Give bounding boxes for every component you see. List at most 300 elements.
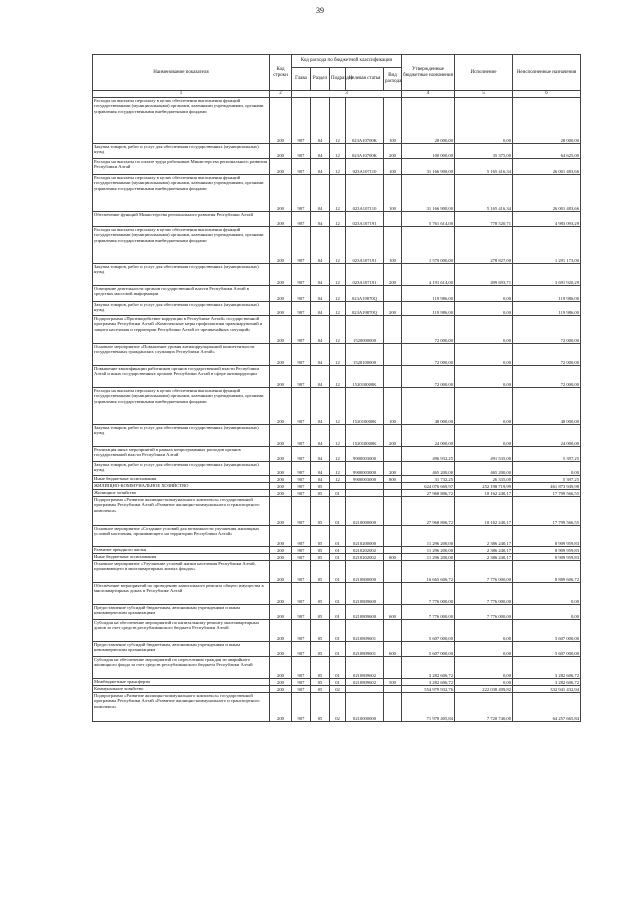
cell-line-code: 200 xyxy=(270,526,292,547)
cell-glava: 907 xyxy=(292,490,311,497)
header-razdel: Раздел xyxy=(311,68,330,91)
cell-podrazdel: 01 xyxy=(330,642,346,657)
cell-target: 0210809601 xyxy=(346,620,384,642)
header-expense-type: Вид расхода xyxy=(384,68,402,91)
cell-podrazdel: 01 xyxy=(330,620,346,642)
cell-razdel: 04 xyxy=(311,98,330,144)
cell-unexecuted: 5 607 000,00 xyxy=(513,642,581,657)
cell-razdel: 04 xyxy=(311,366,330,388)
cell-target: 0210200000 xyxy=(346,526,384,547)
cell-executed: 222 038 499,82 xyxy=(455,686,513,693)
cell-razdel: 05 xyxy=(311,679,330,686)
cell-executed: 10 162 240,17 xyxy=(455,497,513,526)
cell-approved: 24 000,00 xyxy=(402,425,455,447)
cell-podrazdel: 12 xyxy=(330,388,346,425)
cell-razdel: 04 xyxy=(311,175,330,212)
cell-executed: 0,00 xyxy=(455,679,513,686)
cell-line-code: 200 xyxy=(270,483,292,490)
cell-podrazdel: 12 xyxy=(330,144,346,159)
cell-approved: 119 986,00 xyxy=(402,302,455,316)
cell-razdel: 04 xyxy=(311,159,330,175)
cell-glava: 907 xyxy=(292,686,311,693)
cell-name: Предоставление субсидий бюджетным, автономным учреждениям и иным некоммерческим организациям xyxy=(93,605,270,620)
cell-executed: 0,00 xyxy=(455,344,513,366)
header-approved: Утвержденные бюджетные назначения xyxy=(402,55,455,91)
cell-glava: 907 xyxy=(292,144,311,159)
cell-approved: 31 732,25 xyxy=(402,476,455,483)
cell-podrazdel: 12 xyxy=(330,302,346,316)
cell-approved: 5 607 000,00 xyxy=(402,642,455,657)
table-row xyxy=(93,583,581,605)
cell-line-code: 200 xyxy=(270,159,292,175)
cell-approved: 3 282 606,72 xyxy=(402,679,455,686)
cell-line-code: 200 xyxy=(270,476,292,483)
cell-executed: 0,00 xyxy=(455,316,513,344)
cell-line-code: 200 xyxy=(270,98,292,144)
cell-razdel: 04 xyxy=(311,344,330,366)
cell-line-code: 200 xyxy=(270,175,292,212)
cell-target: 0210809601 xyxy=(346,642,384,657)
cell-expense-type xyxy=(384,657,402,679)
cell-podrazdel: 12 xyxy=(330,462,346,476)
cell-podrazdel: 01 xyxy=(330,561,346,583)
cell-razdel: 04 xyxy=(311,302,330,316)
cell-podrazdel: 12 xyxy=(330,476,346,483)
cell-expense-type: 600 xyxy=(384,605,402,620)
header-target: Целевая статья xyxy=(346,68,384,91)
cell-executed: 0,00 xyxy=(455,366,513,388)
cell-razdel: 04 xyxy=(311,264,330,286)
cell-unexecuted: 26 001 483,66 xyxy=(513,159,581,175)
cell-podrazdel: 02 xyxy=(330,686,346,693)
cell-glava: 907 xyxy=(292,561,311,583)
cell-line-code: 200 xyxy=(270,302,292,316)
cell-executed: 491 535,00 xyxy=(455,447,513,462)
cell-approved: 465 200,00 xyxy=(402,462,455,476)
table-row xyxy=(93,302,581,316)
cell-name: Межбюджетные трансферты xyxy=(93,679,270,686)
cell-unexecuted: 3 282 606,72 xyxy=(513,679,581,686)
cell-target: 0210809600 xyxy=(346,605,384,620)
table-row xyxy=(93,693,581,722)
cell-name: Обеспечение функций Министерства регионального развития Республики Алтай xyxy=(93,212,270,227)
cell-executed: 7 720 740,00 xyxy=(455,693,513,722)
cell-name: Субсидия на обеспечение мероприятий по капитальному ремонту многоквартирных домов за счет средств республиканского бюджета Республики Алтай xyxy=(93,620,270,642)
cell-approved: 72 000,00 xyxy=(402,316,455,344)
cell-glava: 907 xyxy=(292,175,311,212)
cell-unexecuted: 8 909 959,83 xyxy=(513,554,581,561)
cell-glava: 907 xyxy=(292,642,311,657)
header-unexecuted: Неисполненные назначения xyxy=(513,55,581,91)
cell-target: 0210809600 xyxy=(346,583,384,605)
column-number: 3 xyxy=(292,91,402,98)
cell-executed: 0,00 xyxy=(455,388,513,425)
cell-podrazdel: 12 xyxy=(330,316,346,344)
cell-target: 023A19870Q xyxy=(346,286,384,302)
cell-podrazdel: 12 xyxy=(330,227,346,264)
cell-approved: 28 000,00 xyxy=(402,98,455,144)
cell-line-code: 200 xyxy=(270,554,292,561)
cell-approved: 11 296 200,00 xyxy=(402,547,455,554)
cell-unexecuted: 72 000,00 xyxy=(513,316,581,344)
cell-razdel: 05 xyxy=(311,693,330,722)
table-row xyxy=(93,159,581,175)
cell-target xyxy=(346,483,384,490)
cell-approved: 72 000,00 xyxy=(402,344,455,366)
table-row xyxy=(93,526,581,547)
cell-razdel: 05 xyxy=(311,526,330,547)
cell-line-code: 200 xyxy=(270,583,292,605)
cell-approved: 7 776 000,00 xyxy=(402,605,455,620)
cell-unexecuted: 8 889 606,72 xyxy=(513,561,581,583)
cell-glava: 907 xyxy=(292,316,311,344)
cell-podrazdel: 01 xyxy=(330,554,346,561)
table-row xyxy=(93,286,581,302)
cell-target: 1520100000 xyxy=(346,344,384,366)
cell-unexecuted: 0,00 xyxy=(513,462,581,476)
cell-unexecuted: 3 282 606,72 xyxy=(513,657,581,679)
cell-unexecuted: 332 941 432,94 xyxy=(513,686,581,693)
cell-executed: 0,00 xyxy=(455,286,513,302)
table-row xyxy=(93,679,581,686)
cell-executed: 0,00 xyxy=(455,302,513,316)
cell-target: 023A107191 xyxy=(346,264,384,286)
cell-target: 0210202002 xyxy=(346,554,384,561)
cell-razdel: 04 xyxy=(311,227,330,264)
table-row xyxy=(93,686,581,693)
cell-podrazdel: 12 xyxy=(330,159,346,175)
cell-line-code: 200 xyxy=(270,264,292,286)
cell-approved: 11 296 200,00 xyxy=(402,554,455,561)
cell-name: Закупка товаров, работ и услуг для обеспечения государственных (муниципальных) нужд xyxy=(93,425,270,447)
cell-expense-type: 100 xyxy=(384,98,402,144)
cell-expense-type xyxy=(384,490,402,497)
cell-executed: 0,00 xyxy=(455,642,513,657)
cell-name: Закупка товаров, работ и услуг для обеспечения государственных (муниципальных) нужд xyxy=(93,144,270,159)
table-row xyxy=(93,264,581,286)
cell-podrazdel: 12 xyxy=(330,366,346,388)
cell-razdel: 04 xyxy=(311,388,330,425)
cell-glava: 907 xyxy=(292,286,311,302)
table-row xyxy=(93,425,581,447)
cell-unexecuted: 5 607 000,00 xyxy=(513,620,581,642)
table-row xyxy=(93,227,581,264)
cell-unexecuted: 119 986,00 xyxy=(513,302,581,316)
cell-glava: 907 xyxy=(292,583,311,605)
cell-expense-type: 100 xyxy=(384,388,402,425)
cell-line-code: 200 xyxy=(270,686,292,693)
cell-razdel: 04 xyxy=(311,476,330,483)
cell-executed: 5 165 416,34 xyxy=(455,175,513,212)
cell-target: 0210000000 xyxy=(346,693,384,722)
cell-unexecuted: 26 001 483,66 xyxy=(513,175,581,212)
table-row xyxy=(93,476,581,483)
table-row xyxy=(93,447,581,462)
cell-expense-type xyxy=(384,483,402,490)
cell-unexecuted: 1 291 173,00 xyxy=(513,227,581,264)
cell-executed: 2 386 240,17 xyxy=(455,547,513,554)
cell-target: 9900003000 xyxy=(346,476,384,483)
cell-glava: 907 xyxy=(292,425,311,447)
cell-razdel: 05 xyxy=(311,583,330,605)
cell-expense-type: 600 xyxy=(384,642,402,657)
cell-name: Коммунальное хозяйство xyxy=(93,686,270,693)
cell-line-code: 200 xyxy=(270,642,292,657)
cell-expense-type: 800 xyxy=(384,554,402,561)
cell-approved: 7 776 000,00 xyxy=(402,583,455,605)
cell-razdel: 04 xyxy=(311,462,330,476)
cell-name: Реализация иных мероприятий в рамках непрограммных расходов органов государственной власти Республики Алтай xyxy=(93,447,270,462)
cell-podrazdel: 01 xyxy=(330,497,346,526)
header-budget-code: Код расхода по бюджетной классификации xyxy=(292,55,402,68)
cell-razdel: 05 xyxy=(311,490,330,497)
cell-glava: 907 xyxy=(292,159,311,175)
header-glava: Глава xyxy=(292,68,311,91)
cell-podrazdel: 01 xyxy=(330,583,346,605)
cell-approved: 100 000,00 xyxy=(402,144,455,159)
cell-glava: 907 xyxy=(292,366,311,388)
cell-approved: 16 665 606,72 xyxy=(402,561,455,583)
cell-glava: 907 xyxy=(292,462,311,476)
cell-approved: 27 968 806,72 xyxy=(402,490,455,497)
cell-glava: 907 xyxy=(292,605,311,620)
cell-approved: 119 986,00 xyxy=(402,286,455,302)
cell-name: Расходы на выплаты персоналу в целях обеспечения выполнения функций государственными (муниципальными) органами, казенными учреждениями, органами управления государственными внебюджетными фондами xyxy=(93,388,270,425)
cell-name: Основное мероприятие «Улучшение условий жизни населения Республики Алтай, проживающего в многоквартирных жилых фондах» xyxy=(93,561,270,583)
cell-target: 152010000K xyxy=(346,388,384,425)
cell-line-code: 200 xyxy=(270,366,292,388)
cell-approved: 31 166 900,00 xyxy=(402,175,455,212)
header-podrazdel: Подраздел xyxy=(330,68,346,91)
cell-executed: 26 335,00 xyxy=(455,476,513,483)
cell-approved: 3 282 606,72 xyxy=(402,657,455,679)
cell-line-code: 200 xyxy=(270,620,292,642)
cell-line-code: 200 xyxy=(270,547,292,554)
cell-line-code: 200 xyxy=(270,316,292,344)
cell-expense-type xyxy=(384,447,402,462)
cell-expense-type: 200 xyxy=(384,425,402,447)
cell-target: 023A19870Q xyxy=(346,302,384,316)
cell-razdel: 04 xyxy=(311,212,330,227)
column-number: 1 xyxy=(93,91,270,98)
table-row xyxy=(93,316,581,344)
cell-expense-type: 800 xyxy=(384,476,402,483)
cell-line-code: 200 xyxy=(270,679,292,686)
cell-glava: 907 xyxy=(292,547,311,554)
cell-line-code: 200 xyxy=(270,693,292,722)
cell-expense-type xyxy=(384,286,402,302)
cell-target: 0210809602 xyxy=(346,679,384,686)
cell-name: Закупка товаров, работ и услуг для обеспечения государственных (муниципальных) нужд xyxy=(93,302,270,316)
column-number: 5 xyxy=(455,91,513,98)
table-row xyxy=(93,144,581,159)
table-row xyxy=(93,554,581,561)
cell-glava: 907 xyxy=(292,497,311,526)
cell-razdel: 05 xyxy=(311,686,330,693)
cell-unexecuted: 5 397,25 xyxy=(513,447,581,462)
cell-glava: 907 xyxy=(292,302,311,316)
cell-executed: 7 776 000,00 xyxy=(455,583,513,605)
cell-executed: 7 776 000,00 xyxy=(455,605,513,620)
cell-podrazdel: 01 xyxy=(330,679,346,686)
cell-line-code: 200 xyxy=(270,462,292,476)
cell-approved: 554 979 932,76 xyxy=(402,686,455,693)
cell-unexecuted: 24 000,00 xyxy=(513,425,581,447)
cell-expense-type xyxy=(384,497,402,526)
cell-line-code: 200 xyxy=(270,605,292,620)
cell-glava: 907 xyxy=(292,227,311,264)
cell-name: Предоставление субсидий бюджетным, автономным учреждениям и иным некоммерческим организациям xyxy=(93,642,270,657)
cell-razdel: 05 xyxy=(311,605,330,620)
cell-expense-type: 500 xyxy=(384,679,402,686)
cell-executed: 0,00 xyxy=(455,657,513,679)
cell-razdel: 05 xyxy=(311,620,330,642)
cell-approved: 624 076 669,97 xyxy=(402,483,455,490)
cell-podrazdel: 12 xyxy=(330,175,346,212)
cell-expense-type xyxy=(384,366,402,388)
cell-podrazdel: 12 xyxy=(330,447,346,462)
cell-target: 023A107110 xyxy=(346,175,384,212)
cell-target: 1520000000 xyxy=(346,316,384,344)
cell-approved: 4 191 614,00 xyxy=(402,264,455,286)
cell-target: 9900003000 xyxy=(346,462,384,476)
cell-target: 023A107191 xyxy=(346,227,384,264)
cell-expense-type: 200 xyxy=(384,144,402,159)
cell-executed: 35 375,00 xyxy=(455,144,513,159)
header-executed: Исполнение xyxy=(455,55,513,91)
cell-name: Подпрограмма «Развитие жилищно-коммунального комплекса» государственной программы Республики Алтай «Развитие жилищно-коммунального и транспортного комплекса» xyxy=(93,497,270,526)
cell-glava: 907 xyxy=(292,344,311,366)
cell-podrazdel: 01 xyxy=(330,490,346,497)
table-row xyxy=(93,490,581,497)
cell-executed: 2 386 240,17 xyxy=(455,554,513,561)
cell-target xyxy=(346,490,384,497)
cell-target: 0210800000 xyxy=(346,561,384,583)
cell-line-code: 200 xyxy=(270,657,292,679)
table-row xyxy=(93,175,581,212)
cell-executed: 778 520,71 xyxy=(455,212,513,227)
cell-executed: 2 386 240,17 xyxy=(455,526,513,547)
cell-razdel: 04 xyxy=(311,447,330,462)
cell-name: Закупка товаров, работ и услуг для обеспечения государственных (муниципальных) нужд xyxy=(93,264,270,286)
cell-executed: 0,00 xyxy=(455,98,513,144)
cell-razdel: 05 xyxy=(311,657,330,679)
table-row xyxy=(93,561,581,583)
cell-unexecuted: 4 983 093,29 xyxy=(513,212,581,227)
cell-expense-type xyxy=(384,212,402,227)
cell-podrazdel: 01 xyxy=(330,526,346,547)
cell-expense-type xyxy=(384,693,402,722)
cell-executed: 499 693,71 xyxy=(455,264,513,286)
cell-unexecuted: 0,00 xyxy=(513,583,581,605)
cell-unexecuted: 0,00 xyxy=(513,605,581,620)
cell-approved: 71 978 405,84 xyxy=(402,693,455,722)
cell-podrazdel: 12 xyxy=(330,212,346,227)
table-row xyxy=(93,366,581,388)
cell-razdel: 04 xyxy=(311,316,330,344)
cell-approved: 27 968 806,72 xyxy=(402,497,455,526)
cell-unexecuted: 5 397,25 xyxy=(513,476,581,483)
cell-unexecuted: 8 909 959,83 xyxy=(513,547,581,554)
cell-name: Расходы на выплаты персоналу в целях обеспечения выполнения функций государственными (муниципальными) органами, казенными учреждениями, органами управления государственными внебюджетными фондами xyxy=(93,227,270,264)
cell-expense-type: 100 xyxy=(384,159,402,175)
cell-name: Обеспечение мероприятий по проведению капитального ремонта общего имущества в многоквартирных домах в Республике Алтай xyxy=(93,583,270,605)
cell-name: Подпрограмма «Развитие жилищно-коммунального комплекса» государственной программы Республики Алтай «Развитие жилищно-коммунального и транспортного комплекса» xyxy=(93,693,270,722)
cell-executed: 278 827,00 xyxy=(455,227,513,264)
cell-expense-type xyxy=(384,620,402,642)
cell-glava: 907 xyxy=(292,526,311,547)
cell-line-code: 200 xyxy=(270,561,292,583)
cell-approved: 31 166 900,00 xyxy=(402,159,455,175)
cell-glava: 907 xyxy=(292,447,311,462)
cell-target: 0210000000 xyxy=(346,497,384,526)
cell-approved: 1 570 000,00 xyxy=(402,227,455,264)
cell-glava: 907 xyxy=(292,264,311,286)
cell-podrazdel: 12 xyxy=(330,286,346,302)
cell-podrazdel: 01 xyxy=(330,657,346,679)
cell-razdel: 04 xyxy=(311,286,330,302)
cell-line-code: 200 xyxy=(270,286,292,302)
cell-glava: 907 xyxy=(292,483,311,490)
cell-glava: 907 xyxy=(292,476,311,483)
cell-unexecuted: 17 799 566,55 xyxy=(513,490,581,497)
cell-line-code: 200 xyxy=(270,144,292,159)
cell-razdel: 05 xyxy=(311,642,330,657)
cell-name: Субсидия на обеспечение мероприятий по переселению граждан из аварийного жилищного фонда за счет средств республиканского бюджета Республики Алтай xyxy=(93,657,270,679)
cell-expense-type: 100 xyxy=(384,175,402,212)
cell-razdel: 05 xyxy=(311,483,330,490)
cell-glava: 907 xyxy=(292,98,311,144)
cell-podrazdel: 12 xyxy=(330,425,346,447)
cell-target: 0210202002 xyxy=(346,547,384,554)
cell-expense-type xyxy=(384,316,402,344)
cell-line-code: 200 xyxy=(270,497,292,526)
cell-unexecuted: 64 257 665,84 xyxy=(513,693,581,722)
cell-podrazdel: 12 xyxy=(330,98,346,144)
cell-target: 9900003000 xyxy=(346,447,384,462)
cell-name: Расходы на выплаты персоналу в целях обеспечения выполнения функций государственными (муниципальными) органами, казенными учреждениями, органами управления государственными внебюджетными фондами xyxy=(93,175,270,212)
cell-glava: 907 xyxy=(292,620,311,642)
cell-unexecuted: 64 625,00 xyxy=(513,144,581,159)
cell-unexecuted: 72 000,00 xyxy=(513,366,581,388)
table-row xyxy=(93,547,581,554)
cell-target: 023A107110 xyxy=(346,159,384,175)
table-row xyxy=(93,657,581,679)
cell-name: ЖИЛИЩНО-КОММУНАЛЬНОЕ ХОЗЯЙСТВО xyxy=(93,483,270,490)
column-number: 2 xyxy=(270,91,292,98)
cell-name: Основное мероприятие «Создание условий для возможности улучшения жилищных условий населения, проживающего на территории Республики Алтай» xyxy=(93,526,270,547)
cell-podrazdel: 01 xyxy=(330,605,346,620)
cell-approved: 5 607 000,00 xyxy=(402,620,455,642)
cell-line-code: 200 xyxy=(270,212,292,227)
cell-expense-type xyxy=(384,547,402,554)
cell-name: Развитие арендного жилья xyxy=(93,547,270,554)
cell-executed: 252 198 719,99 xyxy=(455,483,513,490)
cell-executed: 465 200,00 xyxy=(455,462,513,476)
cell-expense-type: 200 xyxy=(384,302,402,316)
table-row xyxy=(93,497,581,526)
cell-unexecuted: 48 000,00 xyxy=(513,388,581,425)
cell-glava: 907 xyxy=(292,693,311,722)
cell-glava: 907 xyxy=(292,388,311,425)
cell-name: Освещение деятельности органов государственной власти Республики Алтай в средствах массовой информации xyxy=(93,286,270,302)
cell-name: Расходы на выплаты персоналу в целях обеспечения выполнения функций государственными (муниципальными) органами, казенными учреждениями, органами управления государственными внебюджетными фондами xyxy=(93,98,270,144)
cell-target: 0210809602 xyxy=(346,657,384,679)
cell-expense-type xyxy=(384,686,402,693)
cell-approved: 496 932,25 xyxy=(402,447,455,462)
cell-executed: 0,00 xyxy=(455,620,513,642)
cell-podrazdel xyxy=(330,483,346,490)
